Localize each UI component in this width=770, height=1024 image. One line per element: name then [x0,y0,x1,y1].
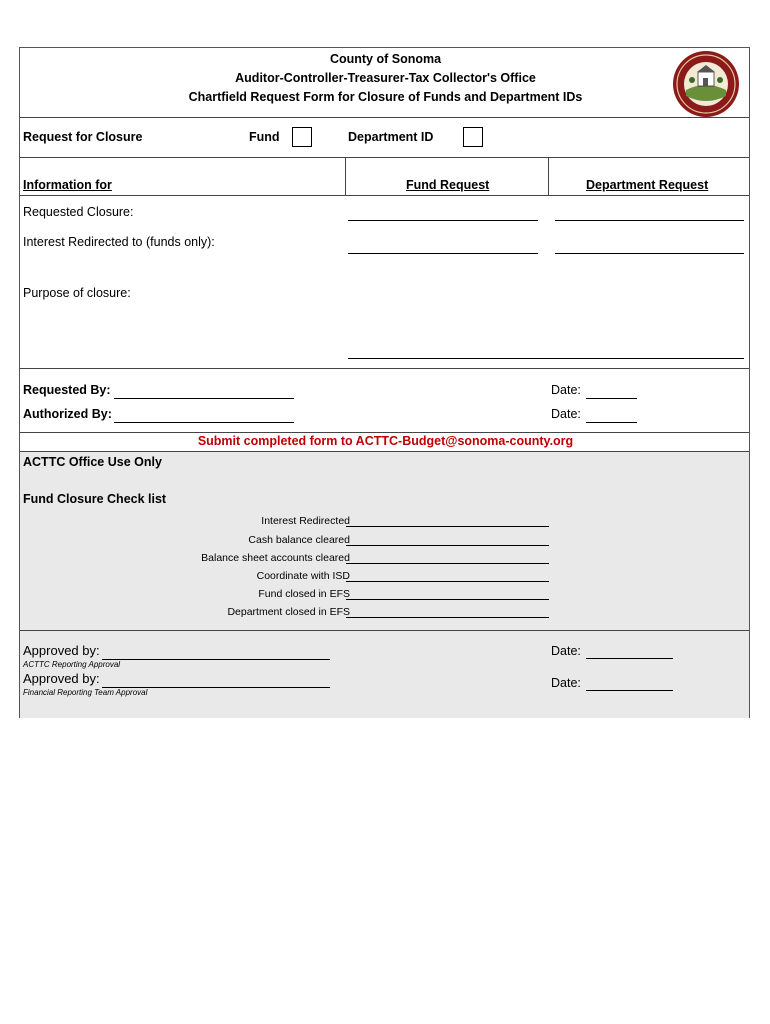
authorized-date-label: Date: [551,407,581,421]
checklist-field[interactable] [346,563,549,564]
checklist-item: Balance sheet accounts cleared [201,552,350,564]
dept-requested-closure-field[interactable] [555,220,744,221]
submit-instructions: Submit completed form to ACTTC-Budget@sonoma-county.org [197,434,574,448]
county-seal-icon [672,50,740,118]
fund-interest-redirected-field[interactable] [348,253,538,254]
interest-redirected-label: Interest Redirected to (funds only): [23,235,215,249]
authorized-by-field[interactable] [114,422,294,423]
requested-date-label: Date: [551,383,581,397]
approved-by-acttc-label: Approved by: [23,643,100,658]
checklist-item: Coordinate with ISD [256,570,350,582]
checklist-item: Cash balance cleared [248,534,350,546]
purpose-label: Purpose of closure: [23,286,131,300]
fund-label: Fund [249,130,280,144]
fund-checkbox[interactable] [292,127,312,147]
checklist-field[interactable] [346,617,549,618]
header-office: Auditor-Controller-Treasurer-Tax Collector's Office [235,71,536,85]
approval-date-label-2: Date: [551,676,581,690]
closure-request-form [19,47,750,718]
authorized-date-field[interactable] [586,422,637,423]
checklist-field[interactable] [346,599,549,600]
acttc-approval-note: ACTTC Reporting Approval [23,660,121,669]
header-county: County of Sonoma [329,52,442,66]
requested-date-field[interactable] [586,398,637,399]
checklist-field[interactable] [346,545,549,546]
checklist-item: Interest Redirected [261,515,350,527]
department-id-checkbox[interactable] [463,127,483,147]
information-for-header: Information for [23,178,112,192]
approved-by-frt-label: Approved by: [23,671,100,686]
authorized-by-label: Authorized By: [23,407,112,421]
approval-date-label-1: Date: [551,644,581,658]
approved-by-acttc-field[interactable] [102,659,330,660]
office-use-title: ACTTC Office Use Only [23,455,162,469]
checklist-field[interactable] [346,581,549,582]
dept-interest-redirected-field[interactable] [555,253,744,254]
fund-request-header: Fund Request [406,178,490,192]
purpose-field[interactable] [348,358,744,359]
frt-approval-note: Financial Reporting Team Approval [23,688,148,697]
approval-date-field-1[interactable] [586,658,673,659]
fund-requested-closure-field[interactable] [348,220,538,221]
checklist-item: Fund closed in EFS [258,588,350,600]
requested-closure-label: Requested Closure: [23,205,134,219]
checklist-field[interactable] [346,526,549,527]
department-id-label: Department ID [348,130,434,144]
header-form-title: Chartfield Request Form for Closure of Funds and Department IDs [188,90,583,104]
requested-by-field[interactable] [114,398,294,399]
requested-by-label: Requested By: [23,383,111,397]
checklist-title: Fund Closure Check list [23,492,167,506]
checklist-item: Department closed in EFS [227,606,350,618]
approval-date-field-2[interactable] [586,690,673,691]
department-request-header: Department Request [586,178,709,192]
request-closure-label: Request for Closure [23,130,143,144]
